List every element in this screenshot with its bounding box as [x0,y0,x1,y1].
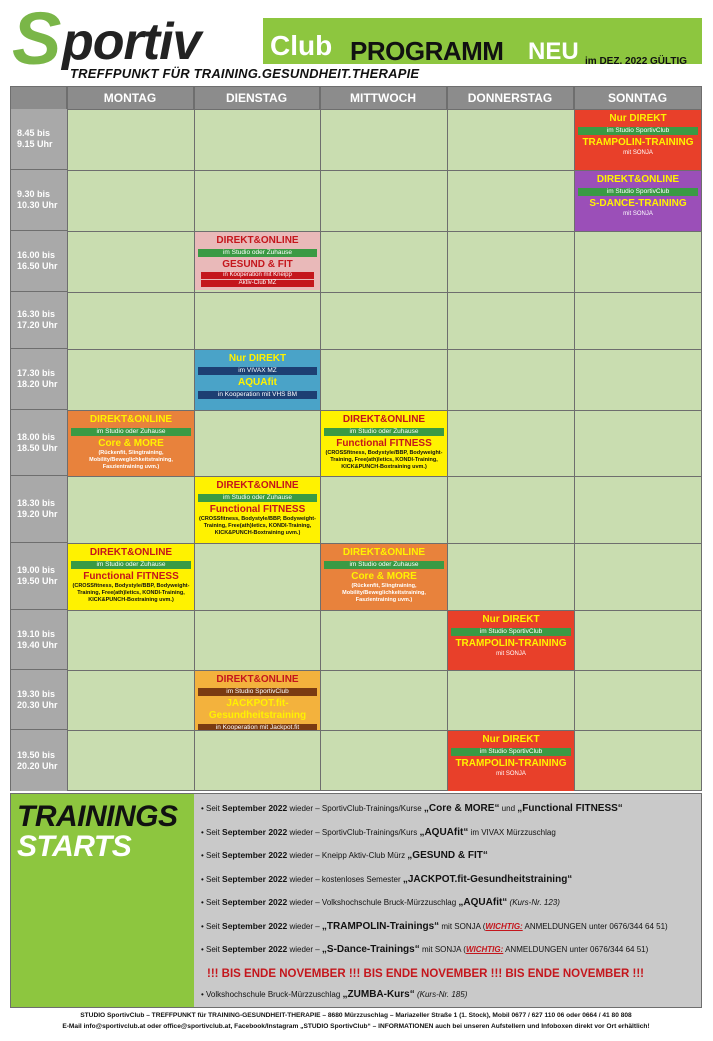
event-mode: DIREKT&ONLINE [216,480,299,491]
event-location: im Studio oder Zuhause [198,249,317,257]
grid-line [67,670,701,671]
event-mode: DIREKT&ONLINE [342,414,426,425]
event-title: AQUAfit [238,377,277,388]
grid-line [67,292,701,293]
time-slot: 16.30 bis 17.20 Uhr [11,292,67,349]
event-location: im Studio SportivClub [198,688,317,696]
starts-title-panel [11,794,194,1007]
event-note: mit SONJA [623,150,653,156]
grid-line [67,231,701,232]
time-slot: 19.30 bis 20.30 Uhr [11,670,67,730]
event-note: mit SONJA [623,211,653,217]
grid-line [447,87,448,790]
event-mode: DIREKT&ONLINE [216,235,299,246]
starts-notes [201,802,699,1012]
deadline-banner: !!! BIS ENDE NOVEMBER !!! BIS ENDE NOVEMBER !!! BIS ENDE NOVEMBER !!! [207,967,645,980]
event-location: im VIVAX MZ [198,367,317,375]
grid-line [67,610,701,611]
event-mode: DIREKT&ONLINE [89,414,173,425]
event-mode: Nur DIREKT [609,113,667,124]
time-slot: 17.30 bis 18.20 Uhr [11,349,67,410]
event-tuesday-jackpot[interactable] [195,671,320,730]
starts-note: • Seit September 2022 wieder – SportivClub-Trainings/Kurse „Core & MORE“ und „Functional FITNESS“ [201,803,623,814]
event-sunday-trampolin[interactable] [575,110,701,170]
corner-header [11,87,67,109]
day-header-monday: MONTAG [67,87,194,109]
day-header-sunday: SONNTAG [574,87,701,109]
starts-note: • Seit September 2022 wieder – „TRAMPOLIN-Trainings“ mit SONJA (WICHTIG: ANMELDUNGEN unter 0676/344 64 51) [201,920,668,932]
event-location: im Studio SportivClub [578,188,698,196]
event-location: im Studio SportivClub [578,127,698,135]
event-cooperation: in Kooperation mit Kneipp [201,272,314,279]
event-location: im Studio oder Zuhause [324,561,444,569]
starts-note: • Seit September 2022 wieder – Volkshochschule Bruck-Mürzzuschlag „AQUAfit“ (Kurs-Nr. 123) [201,897,560,908]
event-mode: DIREKT&ONLINE [89,547,173,558]
logo-club: Club [270,30,333,61]
time-slot: 9.30 bis 10.30 Uhr [11,170,67,231]
neu-label: NEU [528,38,579,65]
event-title: Functional FITNESS [83,571,179,582]
event-cooperation: Aktiv-Club MZ [201,280,314,287]
event-thursday-trampolin-2[interactable] [448,731,574,791]
time-slot: 19.10 bis 19.40 Uhr [11,610,67,670]
event-title: GESUND & FIT [222,259,293,270]
event-title: Gesundheitstraining [208,710,307,721]
event-monday-core-more[interactable] [68,411,194,476]
event-mode: DIREKT&ONLINE [216,674,299,685]
trainings-starts-section [10,793,702,1008]
logo-text: portiv [62,13,201,71]
footer-contact: E-Mail info@sportivclub.at oder office@sportivclub.at, Facebook/Instagram „STUDIO SportivClub“ – INFORMATIONEN auch bei unseren Aufstellern und Infoboxen direkt vor Ort erhältlich! [62,1023,650,1030]
event-tuesday-functional[interactable] [195,477,320,543]
event-title: Functional FITNESS [336,438,432,449]
header [10,0,702,84]
time-slot: 16.00 bis 16.50 Uhr [11,231,67,292]
grid-line [67,476,701,477]
event-description: (CROSSfitness, Bodystyle/BBP, Bodyweight-Training, Free(ath)letics, KONDI-Training, KICK&PUNCH-Boxtraining uvm.) [72,583,190,603]
event-location: im Studio oder Zuhause [71,428,191,436]
event-title: TRAMPOLIN-TRAINING [455,758,567,769]
time-slot: 19.50 bis 20.20 Uhr [11,730,67,791]
valid-label: im DEZ. 2022 GÜLTIG [585,56,688,67]
starts-note: • Seit September 2022 wieder – SportivClub-Trainings/Kurs „AQUAfit“ im VIVAX Mürzzuschlag [201,826,556,838]
time-slot: 18.30 bis 19.20 Uhr [11,476,67,543]
starts-note: • Volkshochschule Bruck-Mürzzuschlag „ZUMBA-Kurs“ (Kurs-Nr. 185) [201,988,468,1000]
event-location: im Studio oder Zuhause [324,428,444,436]
event-mode: Nur DIREKT [482,734,540,745]
event-title: TRAMPOLIN-TRAINING [455,638,567,649]
event-monday-functional[interactable] [68,544,194,610]
event-description: (Rückenfit, Slingtraining, Mobility/Beweglichkeitstraining, Faszientraining uvm.) [89,450,173,470]
event-location: im Studio oder Zuhause [198,494,317,502]
event-tuesday-aquafit[interactable] [195,350,320,410]
event-mode: DIREKT&ONLINE [596,174,680,185]
event-title: TRAMPOLIN-TRAINING [582,137,694,148]
event-location: im Studio SportivClub [451,748,571,756]
day-header-tuesday: DIENSTAG [194,87,320,109]
programm-title: PROGRAMM [350,36,504,66]
day-header-thursday: DONNERSTAG [447,87,574,109]
time-slot: 19.00 bis 19.50 Uhr [11,543,67,610]
schedule-grid [10,86,702,791]
time-slot: 18.00 bis 18.50 Uhr [11,410,67,476]
time-slot: 8.45 bis 9.15 Uhr [11,109,67,170]
event-cooperation: in Kooperation mit Jackpot.fit [198,724,317,730]
logo-letter-s: S [12,0,62,80]
starts-note: • Seit September 2022 wieder – „S-Dance-Trainings“ mit SONJA (WICHTIG: ANMELDUNGEN unter 0676/344 64 51) [201,944,649,955]
event-location: im Studio SportivClub [451,628,571,636]
event-title: Core & MORE [351,571,417,582]
event-note: mit SONJA [496,771,526,777]
starts-title-line1: TRAININGS [17,800,178,833]
event-mode: Nur DIREKT [228,353,287,364]
event-title: Core & MORE [98,438,164,449]
event-title: Functional FITNESS [209,504,306,515]
grid-line [67,730,701,731]
tagline: TREFFPUNKT FÜR TRAINING.GESUNDHEIT.THERAPIE [70,66,420,81]
event-wednesday-core-more[interactable] [321,544,447,610]
event-cooperation: in Kooperation mit VHS BM [198,391,317,399]
event-title: JACKPOT.fit- [226,698,289,709]
footer-address: STUDIO SportivClub – TREFFPUNKT für TRAINING-GESUNDHEIT-THERAPIE – 8680 Mürzzuschlag – Mariazeller Straße 1 (1. Stock), Mobil 0677 / 627 110 06 oder 0664 / 41 80 808 [80,1012,632,1019]
event-description: (CROSSfitness, Bodystyle/BBP, Bodyweight-Training, Free(ath)letics, KONDI-Training, KICK&PUNCH-Boxtraining uvm.) [199,516,316,536]
event-description: (CROSSfitness, Bodystyle/BBP, Bodyweight-Training, Free(ath)letics, KONDI-Training, KICK&PUNCH-Boxtraining uvm.) [325,450,443,470]
event-title: S-DANCE-TRAINING [589,198,687,209]
event-description: (Rückenfit, Slingtraining, Mobility/Beweglichkeitstraining, Faszientraining uvm.) [342,583,426,603]
event-mode: Nur DIREKT [482,614,540,625]
event-location: im Studio oder Zuhause [71,561,191,569]
event-mode: DIREKT&ONLINE [342,547,426,558]
event-thursday-trampolin-1[interactable] [448,611,574,670]
event-tuesday-gesund-fit[interactable] [195,232,320,290]
event-note: mit SONJA [496,651,526,657]
grid-line [67,349,701,350]
starts-note: • Seit September 2022 wieder – Kneipp Aktiv-Club Mürz „GESUND & FIT“ [201,850,488,861]
event-wednesday-functional[interactable] [321,411,447,476]
event-sunday-dance[interactable] [575,171,701,231]
starts-note: • Seit September 2022 wieder – kostenloses Semester „JACKPOT.fit-Gesundheitstraining“ [201,873,573,885]
day-header-wednesday: MITTWOCH [320,87,447,109]
starts-title-line2: STARTS [17,830,132,863]
